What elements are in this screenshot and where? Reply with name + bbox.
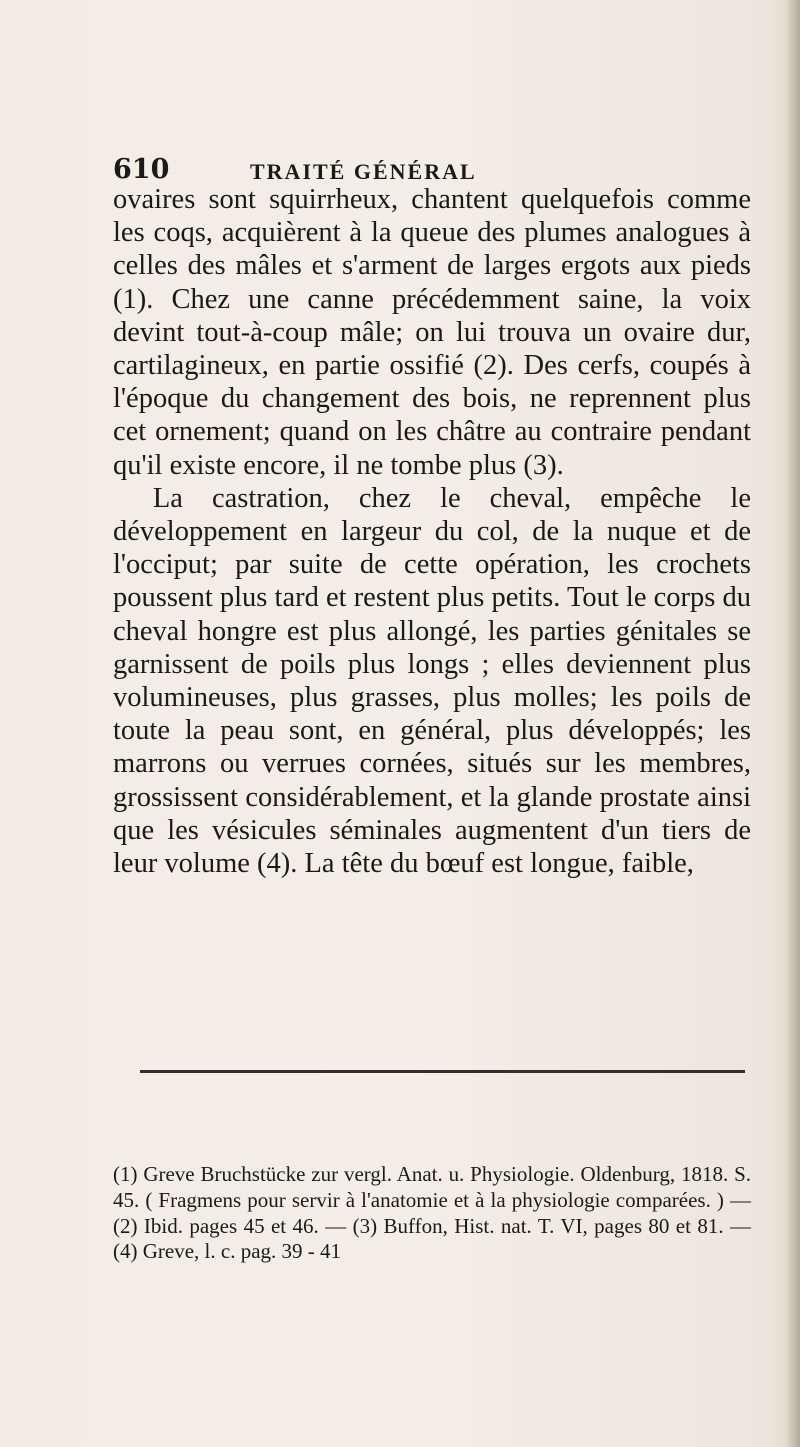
footnote-separator-rule [140, 1070, 745, 1073]
paragraph-2: La castration, chez le cheval, empêche le développement en largeur du col, de la nuque et de l'occiput; par suite de cette opération, les crochets poussent plus tard et restent plus petits. Tout le corps du cheval hongre est plus allongé, les parties génitales se garnissent de poils plus longs ; elles deviennent plus volumineuses, plus grasses, plus molles; les poils de toute la peau sont, en général, plus développés; les marrons ou verrues cornées, situés sur les membres, grossissent considérablement, et la glande prostate ainsi que les vésicules séminales augmentent d'un tiers de leur volume (4). La tête du bœuf est longue, faible, [113, 482, 751, 880]
paragraph-1: ovaires sont squirrheux, chantent quelquefois comme les coqs, acquièrent à la queue des plumes analogues à celles des mâles et s'arment de larges ergots aux pieds (1). Chez une canne précédemment saine, la voix devint tout-à-coup mâle; on lui trouva un ovaire dur, cartilagineux, en partie ossifié (2). Des cerfs, coupés à l'époque du changement des bois, ne reprennent plus cet ornement; quand on les châtre au contraire pendant qu'il existe encore, il ne tombe plus (3). [113, 184, 751, 481]
page-number: 610 [113, 154, 170, 185]
footnote-text: (1) Greve Bruchstücke zur vergl. Anat. u. Physiologie. Oldenburg, 1818. S. 45. ( Fragmens pour servir à l'anatomie et à la physiologie comparées. ) — (2) Ibid. pages 45 et 46. — (3) Buffon, Hist. nat. T. VI, pages 80 et 81. — (4) Greve, l. c. pag. 39 - 41 [113, 1162, 751, 1264]
footnotes [113, 1162, 751, 1265]
page-edge-shadow [786, 0, 800, 1447]
main-text [113, 183, 751, 880]
running-title: TRAITÉ GÉNÉRAL [250, 159, 477, 184]
